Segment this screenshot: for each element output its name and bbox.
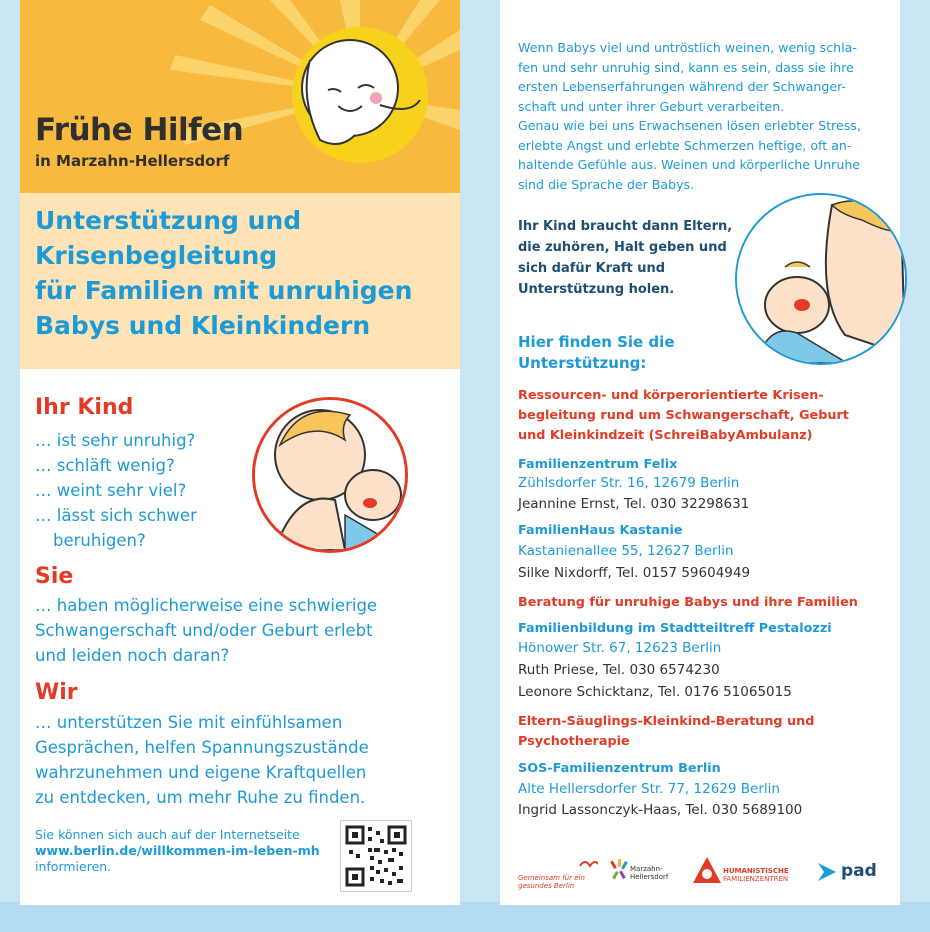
org-contact: Ingrid Lassonczyk-Haas, Tel. 030 5689100 bbox=[518, 802, 803, 818]
text-line: … haben möglicherweise eine schwierige bbox=[35, 596, 378, 615]
text-line: … unterstützen Sie mit einfühlsamen bbox=[35, 713, 343, 732]
org-name: FamilienHaus Kastanie bbox=[518, 523, 683, 538]
logo-text: FAMILIENZENTREN bbox=[723, 875, 789, 883]
sie-text bbox=[35, 593, 377, 668]
text-line: Psychotherapie bbox=[518, 734, 630, 749]
text-line: Ihr Kind braucht dann Eltern, bbox=[518, 219, 733, 234]
logo-text: HUMANISTISCHE bbox=[723, 867, 789, 875]
marzahn-hellersdorf-logo bbox=[610, 855, 680, 895]
list-item: … weint sehr viel? bbox=[35, 481, 187, 500]
text-line: Unterstützung holen. bbox=[518, 282, 675, 297]
mother-baby-illustration bbox=[252, 397, 408, 553]
logo-text: pad bbox=[841, 861, 877, 881]
website-link[interactable]: www.berlin.de/willkommen-im-leben-mh bbox=[35, 843, 320, 858]
text-line: Genau wie bei uns Erwachsenen lösen erlebter Stress, bbox=[518, 118, 861, 133]
text-line: Ressourcen- und körperorientierte Krisen- bbox=[518, 388, 824, 403]
brand-title: Frühe Hilfen bbox=[35, 112, 244, 148]
kind-list bbox=[35, 428, 197, 553]
humanistische-familienzentren-logo bbox=[693, 855, 803, 895]
section-heading-kind: Ihr Kind bbox=[35, 395, 134, 420]
right-panel bbox=[500, 0, 900, 905]
org-address: Alte Hellersdorfer Str. 77, 12629 Berlin bbox=[518, 781, 780, 797]
headline-line: Babys und Kleinkindern bbox=[35, 311, 371, 340]
text-line: Eltern-Säuglings-Kleinkind-Beratung und bbox=[518, 714, 815, 729]
find-heading bbox=[518, 332, 675, 374]
org-name: Familienbildung im Stadtteiltreff Pestalozzi bbox=[518, 621, 832, 636]
org-contact: Jeannine Ernst, Tel. 030 32298631 bbox=[518, 496, 750, 512]
section-heading-sie: Sie bbox=[35, 564, 74, 589]
category-heading bbox=[518, 712, 883, 752]
brand-subtitle: in Marzahn-Hellersdorf bbox=[35, 152, 230, 170]
logo-text: Marzahn- bbox=[630, 865, 663, 873]
list-item: … lässt sich schwer bbox=[35, 506, 197, 525]
text-line: haltende Gefühle aus. Weinen und körperliche Unruhe bbox=[518, 157, 861, 172]
text-line: ersten Lebenserfahrungen während der Schwanger- bbox=[518, 79, 847, 94]
headline bbox=[35, 203, 455, 343]
footer-line: Sie können sich auch auf der Internetseite bbox=[35, 827, 300, 842]
org-address: Hönower Str. 67, 12623 Berlin bbox=[518, 640, 722, 656]
qr-code-icon[interactable] bbox=[340, 820, 412, 892]
headline-line: Krisenbegleitung bbox=[35, 241, 278, 270]
text-line: zu entdecken, um mehr Ruhe zu finden. bbox=[35, 788, 366, 807]
logo-text: Gemeinsam für ein bbox=[518, 874, 585, 882]
left-panel bbox=[20, 0, 460, 905]
list-item: … ist sehr unruhig? bbox=[35, 431, 196, 450]
text-line: und Kleinkindzeit (SchreiBabyAmbulanz) bbox=[518, 428, 813, 443]
text-line: schaft und unter ihrer Geburt verarbeiten. bbox=[518, 98, 785, 114]
pad-logo bbox=[816, 855, 888, 895]
bottom-band bbox=[0, 902, 930, 932]
text-line: sich dafür Kraft und bbox=[518, 261, 666, 276]
logo-text: Hellersdorf bbox=[630, 873, 669, 881]
text-line: und leiden noch daran? bbox=[35, 646, 230, 665]
text-line: Gesprächen, helfen Spannungszustände bbox=[35, 738, 369, 757]
text-line: begleitung rund um Schwangerschaft, Geburt bbox=[518, 408, 849, 423]
list-item: beruhigen? bbox=[53, 531, 146, 550]
category-heading bbox=[518, 386, 883, 446]
org-contact: Ruth Priese, Tel. 030 6574230 bbox=[518, 662, 720, 678]
category-heading: Beratung für unruhige Babys und ihre Familien bbox=[518, 595, 858, 610]
text-line: die zuhören, Halt geben und bbox=[518, 240, 727, 255]
footer-line: informieren. bbox=[35, 859, 112, 874]
org-contact: Leonore Schicktanz, Tel. 0176 51065015 bbox=[518, 684, 792, 700]
org-name: Familienzentrum Felix bbox=[518, 457, 678, 472]
text-line: wahrzunehmen und eigene Kraftquellen bbox=[35, 763, 367, 782]
list-item: … schläft wenig? bbox=[35, 456, 175, 475]
org-address: Kastanienallee 55, 12627 Berlin bbox=[518, 543, 734, 559]
headline-line: Unterstützung und bbox=[35, 206, 302, 235]
mother-laughing-baby-illustration bbox=[735, 193, 907, 365]
partner-logos bbox=[518, 855, 888, 895]
text-line: sind die Sprache der Babys. bbox=[518, 176, 695, 192]
hero-banner bbox=[20, 0, 460, 193]
footer-text bbox=[35, 827, 345, 875]
headline-line: für Familien mit unruhigen bbox=[35, 276, 413, 305]
wir-text bbox=[35, 710, 369, 810]
need-text bbox=[518, 216, 743, 300]
text-line: Wenn Babys viel und untröstlich weinen, wenig schla- bbox=[518, 40, 857, 55]
org-name: SOS-Familienzentrum Berlin bbox=[518, 761, 721, 776]
intro-text bbox=[518, 38, 883, 194]
logo-text: gesundes Berlin bbox=[518, 882, 575, 890]
org-contact: Silke Nixdorff, Tel. 0157 59604949 bbox=[518, 565, 751, 581]
gesundes-berlin-logo bbox=[518, 855, 598, 895]
org-address: Zühlsdorfer Str. 16, 12679 Berlin bbox=[518, 475, 740, 491]
section-heading-wir: Wir bbox=[35, 680, 78, 705]
text-line: Unterstützung: bbox=[518, 354, 647, 372]
text-line: Hier finden Sie die bbox=[518, 333, 675, 351]
text-line: Schwangerschaft und/oder Geburt erlebt bbox=[35, 621, 373, 640]
text-line: erlebte Angst und erlebte Schmerzen heftige, oft an- bbox=[518, 137, 852, 153]
text-line: fen und sehr unruhig sind, kann es sein, dass sie ihre bbox=[518, 59, 854, 75]
